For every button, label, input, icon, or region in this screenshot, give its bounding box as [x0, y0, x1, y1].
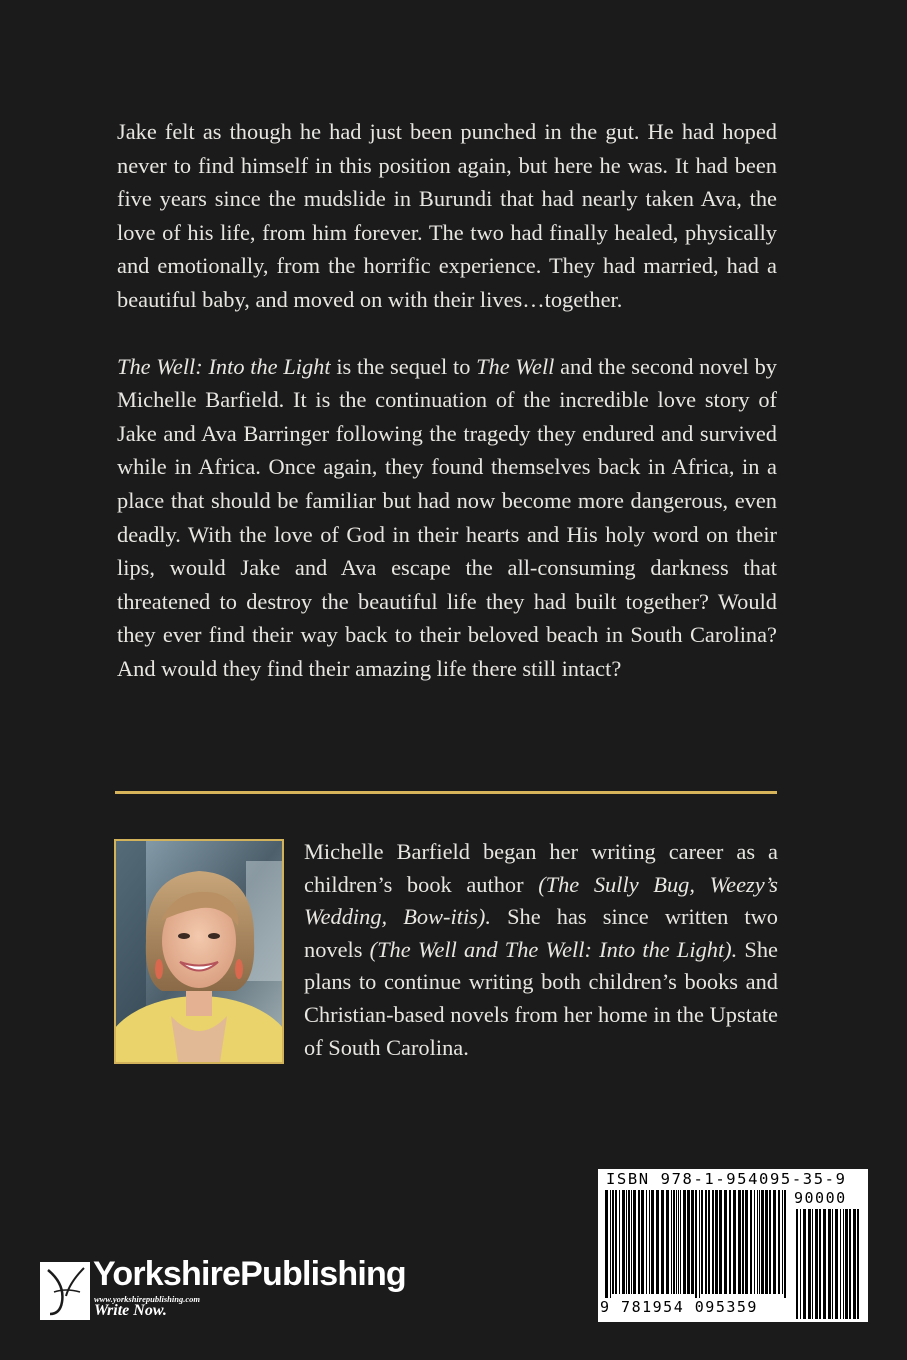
- barcode-bar: [757, 1190, 758, 1294]
- barcode-bar: [832, 1209, 833, 1319]
- description-paragraph-1: Jake felt as though he had just been punched in the gut. He had hoped never to find himself in this position again, but here he was. It had been five years since the mudslide in Burundi that had nearly taken Ava, the love of his life, from him forever. The two had finally healed, physically and emotionally, from the horrific experience. They had married, had a beautiful baby, and moved on with their lives…together.: [117, 119, 777, 312]
- barcode-bar: [857, 1209, 859, 1319]
- bio-text-b: She has since written two novels: [304, 904, 778, 962]
- barcode-bar: [769, 1190, 771, 1294]
- bio-text-c: She plans to continue writing both children’s books and Christian-based novels from her home in the Upstate of South Carolina.: [304, 936, 778, 1060]
- barcode-bar: [729, 1190, 731, 1294]
- gold-divider: [115, 791, 777, 794]
- bio-children-books: (The Sully Bug, Weezy’s Wedding, Bow-itis).: [304, 871, 778, 930]
- barcode-bar: [742, 1190, 744, 1294]
- barcode-bar: [750, 1190, 752, 1294]
- barcode-bar: [738, 1190, 741, 1294]
- publisher-url: www.yorkshirepublishing.com: [94, 1294, 200, 1304]
- barcode-bar: [641, 1190, 644, 1294]
- barcode-bar: [661, 1190, 664, 1294]
- barcode-bar: [701, 1190, 703, 1294]
- barcode-bar: [666, 1190, 669, 1294]
- barcode-bar: [715, 1190, 718, 1294]
- ean-barcode-bars: [604, 1190, 790, 1298]
- barcode-bar: [815, 1209, 818, 1319]
- barcode-bar: [840, 1209, 841, 1319]
- barcode-bar: [796, 1209, 798, 1319]
- barcode-bar: [782, 1190, 783, 1294]
- barcode-bar: [759, 1190, 760, 1294]
- publisher-tagline: Write Now.: [94, 1302, 167, 1319]
- barcode-bar: [778, 1190, 780, 1294]
- description-paragraph-2: [117, 350, 777, 686]
- barcode-bar: [626, 1190, 627, 1294]
- barcode-bar: [784, 1190, 786, 1298]
- publisher-logo-icon: [40, 1262, 90, 1320]
- bio-novels: (The Well and The Well: Into the Light).: [369, 936, 738, 962]
- barcode-bar: [823, 1209, 826, 1319]
- barcode-bar: [615, 1190, 617, 1294]
- barcode-bar: [671, 1190, 672, 1294]
- price-code: 90000: [794, 1189, 847, 1207]
- barcode-bar: [695, 1190, 697, 1298]
- barcode-bar: [800, 1209, 801, 1319]
- barcode-bar: [719, 1190, 722, 1294]
- barcode-bar: [619, 1190, 620, 1294]
- barcode-bar: [622, 1190, 625, 1294]
- addon-barcode-bars: [795, 1209, 861, 1319]
- barcode-bar: [705, 1190, 707, 1294]
- description-text-a: is the sequel to: [330, 353, 477, 379]
- barcode-bar: [819, 1209, 821, 1319]
- barcode-bar: [676, 1190, 677, 1294]
- isbn-label: ISBN 978-1-954095-35-9: [606, 1170, 847, 1188]
- barcode-bar: [673, 1190, 675, 1294]
- sequel-title: The Well: Into the Light: [117, 353, 331, 379]
- barcode-bar: [631, 1190, 632, 1294]
- barcode-bar: [683, 1190, 686, 1294]
- author-bio-paragraph: [304, 836, 778, 1064]
- barcode-bar: [651, 1190, 654, 1294]
- barcode-bar: [656, 1190, 659, 1294]
- barcode-bar: [610, 1190, 611, 1298]
- ean-digits: 9 781954 095359: [600, 1298, 758, 1316]
- barcode-bar: [765, 1190, 768, 1294]
- barcode-bar: [687, 1190, 690, 1294]
- barcode-bar: [843, 1209, 844, 1319]
- publisher-imprint: [40, 1255, 440, 1323]
- author-portrait-illustration: [116, 841, 282, 1062]
- barcode-bar: [612, 1190, 614, 1294]
- barcode-bar: [649, 1190, 650, 1294]
- barcode-bar: [724, 1190, 727, 1294]
- barcode-bar: [808, 1209, 811, 1319]
- isbn-barcode: [598, 1169, 868, 1322]
- barcode-bar: [754, 1190, 755, 1294]
- barcode-bar: [605, 1190, 608, 1298]
- author-photo: [114, 839, 284, 1064]
- author-bio: [304, 836, 778, 1064]
- barcode-bar: [680, 1190, 681, 1294]
- barcode-bar: [691, 1190, 694, 1294]
- barcode-bar: [628, 1190, 630, 1294]
- barcode-bar: [853, 1209, 856, 1319]
- barcode-bar: [845, 1209, 848, 1319]
- barcode-bar: [708, 1190, 710, 1294]
- barcode-bar: [849, 1209, 851, 1319]
- barcode-bar: [745, 1190, 748, 1294]
- barcode-bar: [678, 1190, 679, 1294]
- book-description: [117, 115, 777, 686]
- barcode-bar: [638, 1190, 640, 1294]
- barcode-bar: [828, 1209, 831, 1319]
- barcode-bar: [699, 1190, 700, 1298]
- barcode-bar: [773, 1190, 776, 1294]
- barcode-bar: [803, 1209, 806, 1319]
- barcode-bar: [733, 1190, 736, 1294]
- publisher-name: YorkshirePublishing: [93, 1255, 406, 1293]
- barcode-bar: [633, 1190, 636, 1294]
- barcode-bar: [812, 1209, 813, 1319]
- barcode-bar: [761, 1190, 764, 1294]
- bio-text-a: Michelle Barfield began her writing career as a children’s book author: [304, 839, 778, 897]
- barcode-bar: [646, 1190, 647, 1294]
- barcode-bar: [835, 1209, 838, 1319]
- description-text-b: and the second novel by Michelle Barfield. It is the continuation of the incredible love story of Jake and Ava Barringer following the tragedy they endured and survived while in Africa. Once again, they found themselves back in Africa, in a place that should be familiar but had now become more dangerous, even deadly. With the love of God in their hearts and His holy word on their lips, would Jake and Ava escape the all-consuming darkness that threatened to destroy the beautiful life they had built together? Would they ever find their way back to their beloved beach in South Carolina? And would they find their amazing life there still intact?: [117, 353, 777, 681]
- previous-title: The Well: [476, 353, 555, 379]
- barcode-bar: [712, 1190, 714, 1294]
